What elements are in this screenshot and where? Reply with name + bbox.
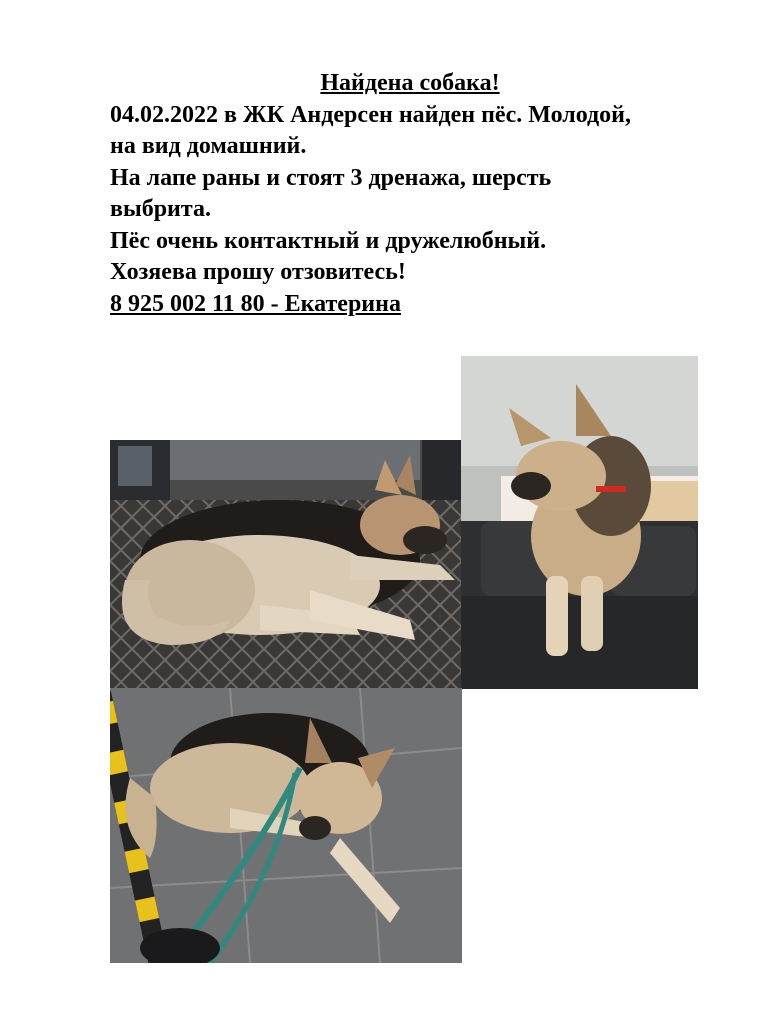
contact-phone: 8 925 002 11 80 - Екатерина — [110, 290, 401, 317]
notice-line-2: на вид домашний. — [110, 133, 307, 159]
notice-line-5: Пёс очень контактный и дружелюбный. — [110, 227, 547, 254]
notice-line-6: Хозяева прошу отзовитесь! — [110, 259, 406, 285]
dog-photo-lying-on-mat — [110, 440, 462, 690]
dog-photo-on-tile-with-leash — [110, 688, 462, 963]
dog-photo-in-car — [461, 356, 698, 689]
notice-line-1: 04.02.2022 в ЖК Андерсен найден пёс. Молодой, — [110, 101, 631, 128]
notice-text — [110, 68, 730, 320]
notice-line-3: На лапе раны и стоят 3 дренажа, шерсть — [110, 164, 552, 191]
notice-title: Найдена собака! — [320, 70, 500, 96]
notice-line-4: выбрита. — [110, 196, 211, 222]
